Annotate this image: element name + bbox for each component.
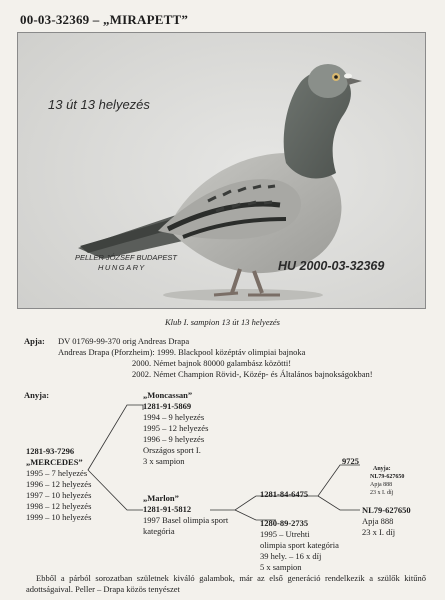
sire-line-1: DV 01769-99-370 orig Andreas Drapa	[58, 336, 190, 346]
dam-sire-result-2: 1995 – 12 helyezés	[143, 423, 209, 433]
dam-dam-name: „Marlon”	[143, 493, 179, 503]
breeder-line-2: HUNGARY	[98, 263, 146, 272]
placement-text: 13 út 13 helyezés	[48, 97, 150, 112]
sire-label: Apja:	[24, 336, 45, 346]
dam-name: „MERCEDES”	[26, 457, 83, 467]
g3-dam-result-2: 23 x I. díj	[370, 490, 394, 496]
sire-line-4: 2002. Német Champion Rövid-, Közép- és Általános bajnokságokban!	[132, 369, 373, 379]
page-title: 00-03-32369 – „MIRAPETT”	[20, 12, 189, 27]
dam-dam-ring: 1281-91-5812	[143, 504, 192, 514]
footer-paragraph: Ebből a párból sorozatban születnek kiváló galambok, már az első generáció rendelkezik a szülők kitűnő adottságaival. Peller – Drapa közös tenyészet	[26, 573, 426, 594]
dam-sire-result-4: Országos sport I.	[143, 445, 201, 455]
dam-result-3: 1997 – 10 helyezés	[26, 490, 92, 500]
dam-sire-result-5: 3 x sampion	[143, 456, 185, 466]
dam-result-4: 1998 – 12 helyezés	[26, 501, 92, 511]
ggp-b-result-2: olimpia sport kategória	[260, 540, 339, 550]
g3-dam-ring: NL79-627650	[370, 474, 405, 480]
photo-caption: Klub I. sampion 13 út 13 helyezés	[165, 317, 280, 327]
dam-result-2: 1996 – 12 helyezés	[26, 479, 92, 489]
dam-dam-result-1: 1997 Basel olimpia sport	[143, 515, 229, 525]
g3-b-result-2: 23 x I. díj	[362, 527, 396, 537]
g3-b-ring: NL79-627650	[362, 505, 411, 515]
g3-dam-label: Anyja:	[373, 466, 391, 472]
ggp-a-ring: 1281-84-6475	[260, 489, 309, 499]
dam-ring: 1281-93-7296	[26, 446, 75, 456]
ggp-b-result-3: 39 hely. – 16 x díj	[260, 551, 322, 561]
g3-a-ring: 9725	[342, 456, 359, 466]
sire-line-2: Andreas Drapa (Pforzheim): 1999. Blackpool középtáv olimpiai bajnoka	[58, 347, 306, 357]
dam-sire-ring: 1281-91-5869	[143, 401, 192, 411]
dam-label: Anyja:	[24, 390, 50, 400]
dam-result-1: 1995 – 7 helyezés	[26, 468, 88, 478]
ring-number: HU 2000-03-32369	[278, 259, 385, 273]
ggp-b-result-4: 5 x sampion	[260, 562, 302, 572]
ggp-b-ring: 1280-89-2735	[260, 518, 309, 528]
dam-result-5: 1999 – 10 helyezés	[26, 512, 92, 522]
sire-line-3: 2000. Német bajnok 80000 galambász közötti!	[132, 358, 292, 368]
g3-dam-result-1: Apja 888	[370, 482, 393, 488]
dam-sire-name: „Moncassan”	[143, 390, 193, 400]
dam-sire-result-3: 1996 – 9 helyezés	[143, 434, 205, 444]
breeder-line-1: PELLER JÓZSEF BUDAPEST	[75, 253, 177, 262]
dam-sire-result-1: 1994 – 9 helyezés	[143, 412, 205, 422]
dam-dam-result-2: kategória	[143, 526, 175, 536]
g3-b-result-1: Apja 888	[362, 516, 394, 526]
ggp-b-result-1: 1995 – Utrehti	[260, 529, 310, 539]
